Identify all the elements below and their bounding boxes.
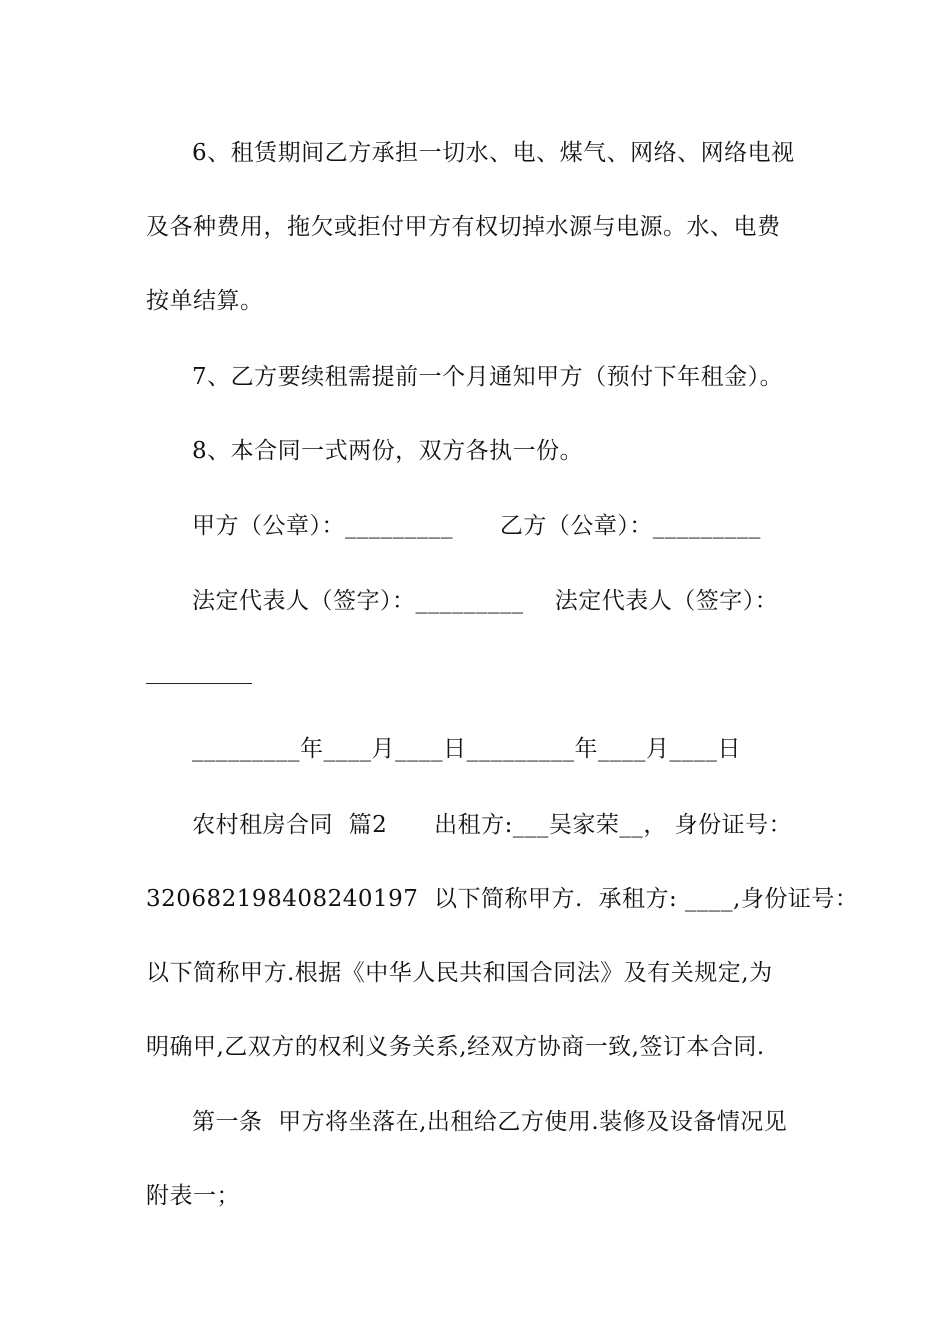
clause-7: 7、乙方要续租需提前一个月通知甲方（预付下年租金）。 (192, 364, 784, 390)
clause-6-line-3: 按单结算。 (146, 288, 264, 314)
contract-2-agreement-line: 明确甲,乙双方的权利义务关系,经双方协商一致,签订本合同. (146, 1034, 765, 1060)
article-1-line-1: 第一条 甲方将坐落在,出租给乙方使用.装修及设备情况见 (192, 1109, 788, 1135)
clause-8: 8、本合同一式两份，双方各执一份。 (192, 438, 584, 464)
contract-2-basis-line: 以下简称甲方.根据《中华人民共和国合同法》及有关规定,为 (146, 960, 773, 986)
contract-2-id-line: 320682198408240197 以下简称甲方. 承租方: ____,身份证号： (146, 886, 859, 912)
clause-6-line-1: 6、租赁期间乙方承担一切水、电、煤气、网络、网络电视 (192, 140, 795, 166)
article-1-line-2: 附表一； (146, 1183, 240, 1209)
contract-2-heading-line: 农村租房合同 篇2 出租方:___吴家荣__， 身份证号： (192, 812, 793, 838)
party-seal-line: 甲方（公章）：_________ 乙方（公章）：_________ (192, 513, 761, 539)
representative-signature-line: 法定代表人（签字）：_________ 法定代表人（签字）： (192, 588, 779, 614)
signature-blank-rule (146, 683, 252, 684)
clause-6-line-2: 及各种费用，拖欠或拒付甲方有权切掉水源与电源。水、电费 (146, 214, 781, 240)
date-line: _________年____月____日_________年____月____日 (192, 736, 741, 762)
